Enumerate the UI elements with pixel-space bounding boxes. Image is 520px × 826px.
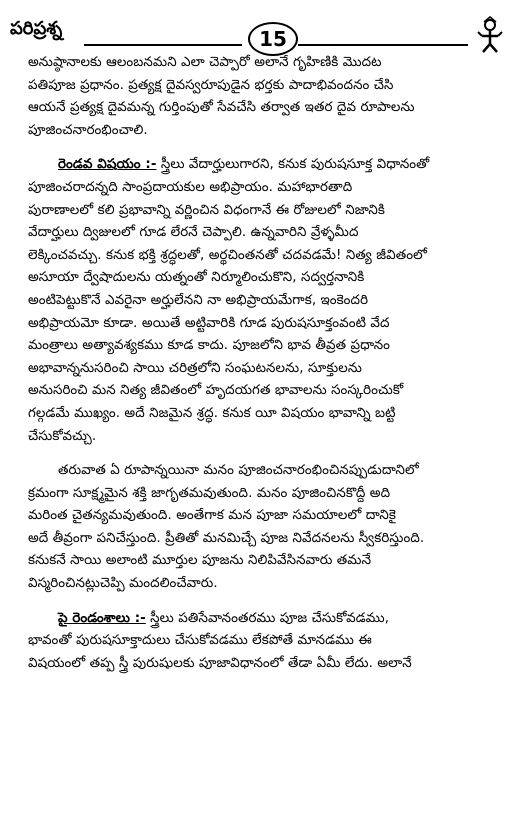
text-line: విస్మరించినట్లుచెప్పి మందలించేవారు.	[28, 576, 218, 592]
text-line: అంటిపెట్టుకొనే ఎవరైనా అర్హులేనని నా అభిప్రాయమేగాక, ఇంకెందరి	[28, 292, 369, 308]
text-line: పతిపూజ ప్రధానం. ప్రత్యక్ష దైవస్వరూపుడైన భర్తకు పాదాభివందనం చేసి	[28, 77, 394, 93]
paragraph-4	[28, 608, 498, 676]
header-rule-left	[84, 44, 242, 46]
text-line: పూజించనారంభించాలి.	[28, 122, 148, 138]
header-rule-right	[298, 44, 468, 46]
section-label: రెండవ విషయం :-	[58, 157, 157, 173]
text-fragment: స్త్రీలు వేదార్హులుగారని, కనుక పురుషసూక్త విధానంతో	[156, 157, 430, 173]
text-line: పూజించరాదన్నది సాంప్రదాయకుల అభిప్రాయం. మహాభారతాది	[28, 179, 353, 195]
text-line: భావంతో పురుషసూక్తాదులు చేసుకోవడము లేకపోతే మానడము ఈ	[28, 633, 372, 649]
text-line: పురాణాలలో కలి ప్రభావాన్ని వర్ణించిన విధంగానే ఈ రోజులలో నిజానికి	[28, 202, 386, 218]
text-line: అనుష్ఠానాలకు ఆలంబనమని ఎలా చెప్పారో అలానే గృహిణికి మొదట	[28, 55, 382, 70]
section-label: పై రెండంశాలు :-	[58, 610, 146, 626]
text-line: చేసుకోవచ్చు.	[28, 428, 97, 444]
book-title: పరిప్రశ్న	[10, 18, 63, 39]
deity-ornament-icon	[470, 16, 510, 54]
paragraph-2	[28, 154, 498, 448]
text-line: అదే తీవ్రంగా పనిచేస్తుంది. ప్రీతితో మనమిచ్చే పూజ నివేదనలను స్వీకరిస్తుంది.	[28, 530, 425, 546]
text-fragment: స్త్రీలు పతిసేవానంతరము పూజ చేసుకోవడము,	[145, 610, 390, 626]
page-number: 15	[248, 22, 298, 56]
text-line: మరింత చైతన్యమవుతుంది. అంతేగాక మన పూజా సమయాలలో దానికై	[28, 508, 396, 524]
text-line: లెక్కించవచ్చు. కనుక భక్తి శ్రద్ధలతో, అర్థచింతనతో చదవడమే! నిత్య జీవితంలో	[28, 247, 427, 263]
text-line: అసూయా ద్వేషాదులను యత్నంతో నిర్మూలించుకొని, సద్వర్తనానికి	[28, 270, 365, 286]
page-body	[28, 52, 498, 687]
text-line: అనుసరించి మన నిత్య జీవితంలో హృదయగత భావాలను సంస్కరించుకో	[28, 383, 404, 399]
text-line: అభిప్రాయమో కూడా. అయితే అట్టివారికి గూడ పురుషసూక్తంవంటి వేద	[28, 315, 390, 331]
text-line: తరువాత ఏ రూపాన్నయినా మనం పూజించనారంభించినప్పుడుదానిలో	[58, 463, 419, 479]
page-header	[8, 16, 512, 50]
text-line: వేదార్హులు ద్విజులలో గూడ లేరనే చెప్పాలి. ఉన్నవారిని వ్రేళ్ళమీద	[28, 225, 359, 241]
text-line: గల్గడమే ముఖ్యం. అదే నిజమైన శ్రద్ధ. కనుక యీ విషయం భావాన్ని బట్టి	[28, 405, 396, 421]
text-line: క్రమంగా సూక్ష్మమైన శక్తి జాగృతమవుతుంది. మనం పూజించినకొద్దీ అది	[28, 485, 391, 501]
text-line	[28, 154, 498, 177]
text-line: మంత్రాలు అత్యావశ్యకము కూడ కాదు. పూజలోని భావ తీవ్రత ప్రధానం	[28, 338, 391, 354]
paragraph-1	[28, 52, 498, 142]
paragraph-3	[28, 460, 498, 596]
text-line: విషయంలో తప్ప స్త్రీ పురుషులకు పూజావిధానంలో తేడా ఏమీ లేదు. అలానే	[28, 655, 412, 671]
text-line: అభావాన్ననుసరించి సాయి చరిత్రలోని సంఘటనలను, సూక్తులను	[28, 360, 362, 376]
text-line: ఆయనే ప్రత్యక్ష దైవమన్న గుర్తింపుతో సేవచేసి తర్వాత ఇతర దైవ రూపాలను	[28, 100, 415, 116]
text-line	[28, 608, 498, 631]
text-line: కనుకనే సాయి అలాంటి మూర్తుల పూజను నిలిపివేసినవారు తమనే	[28, 553, 372, 569]
